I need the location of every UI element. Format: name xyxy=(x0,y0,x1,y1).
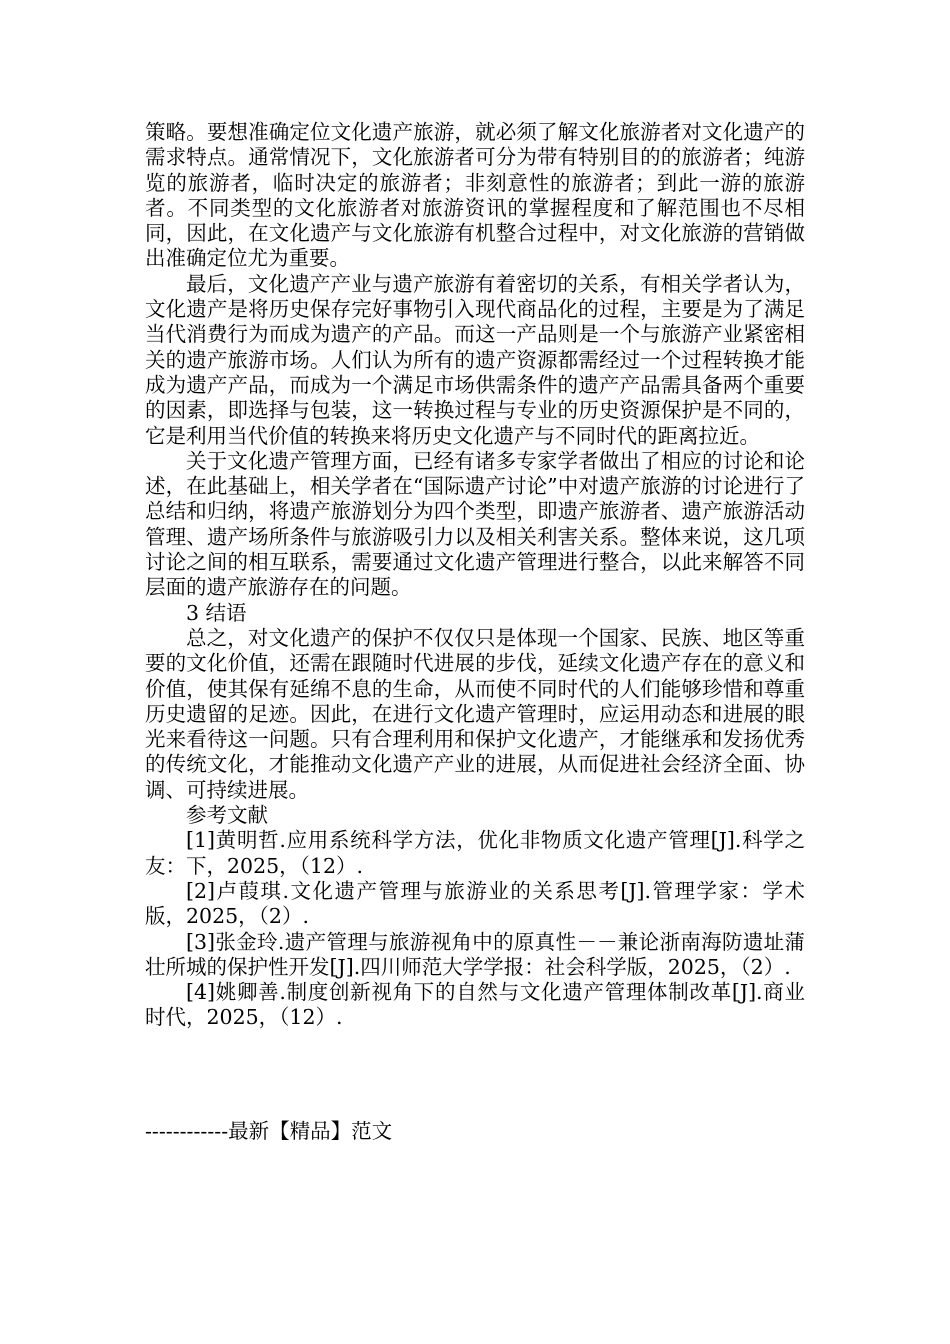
reference-item: [3]张金玲.遗产管理与旅游视角中的原真性－－兼论浙南海防遗址蒲壮所城的保护性开发[J].四川师范大学学报：社会科学版，2025，（2）. xyxy=(145,929,805,979)
body-paragraph: 关于文化遗产管理方面，已经有诸多专家学者做出了相应的讨论和论述，在此基础上，相关学者在“国际遗产讨论”中对遗产旅游的讨论进行了总结和归纳，将遗产旅游划分为四个类型，即遗产旅游者、遗产旅游活动管理、遗产场所条件与旅游吸引力以及相关利害关系。整体来说，这几项讨论之间的相互联系，需要通过文化遗产管理进行整合，以此来解答不同层面的遗产旅游存在的问题。 xyxy=(145,448,805,600)
reference-item: [2]卢葭琪.文化遗产管理与旅游业的关系思考[J].管理学家：学术版，2025，（2）. xyxy=(145,878,805,929)
reference-item: [1]黄明哲.应用系统科学方法，优化非物质文化遗产管理[J].科学之友：下，2025，（12）. xyxy=(145,828,805,878)
references-heading: 参考文献 xyxy=(186,803,268,828)
body-paragraph: 最后，文化遗产产业与遗产旅游有着密切的关系，有相关学者认为，文化遗产是将历史保存完好事物引入现代商品化的过程，主要是为了满足当代消费行为而成为遗产的产品。而这一产品则是一个与旅游产业紧密相关的遗产旅游市场。人们认为所有的遗产资源都需经过一个过程转换才能成为遗产产品，而成为一个满足市场供需条件的遗产产品需具备两个重要的因素，即选择与包装，这一转换过程与专业的历史资源保护是不同的，它是利用当代价值的转换来将历史文化遗产与不同时代的距离拉近。 xyxy=(145,271,805,448)
conclusion-paragraph: 总之，对文化遗产的保护不仅仅只是体现一个国家、民族、地区等重要的文化价值，还需在跟随时代进展的步伐，延续文化遗产存在的意义和价值，使其保有延绵不息的生命，从而使不同时代的人们能够珍惜和尊重历史遗留的足迹。因此，在进行文化遗产管理时，应运用动态和进展的眼光来看待这一问题。只有合理利用和保护文化遗产，才能继承和发扬优秀的传统文化，才能推动文化遗产产业的进展，从而促进社会经济全面、协调、可持续进展。 xyxy=(145,625,805,802)
document-body xyxy=(145,120,805,1031)
conclusion-heading: 3 结语 xyxy=(186,600,247,625)
body-paragraph: 策略。要想准确定位文化遗产旅游，就必须了解文化旅游者对文化遗产的需求特点。通常情况下，文化旅游者可分为带有特别目的的旅游者；纯游览的旅游者，临时决定的旅游者；非刻意性的旅游者；到此一游的旅游者。不同类型的文化旅游者对旅游资讯的掌握程度和了解范围也不尽相同，因此，在文化遗产与文化旅游有机整合过程中，对文化旅游的营销做出准确定位尤为重要。 xyxy=(145,120,805,271)
reference-item: [4]姚卿善.制度创新视角下的自然与文化遗产管理体制改革[J].商业时代，2025，（12）. xyxy=(145,980,805,1030)
page-footer: ------------最新【精品】范文 xyxy=(145,1119,393,1143)
